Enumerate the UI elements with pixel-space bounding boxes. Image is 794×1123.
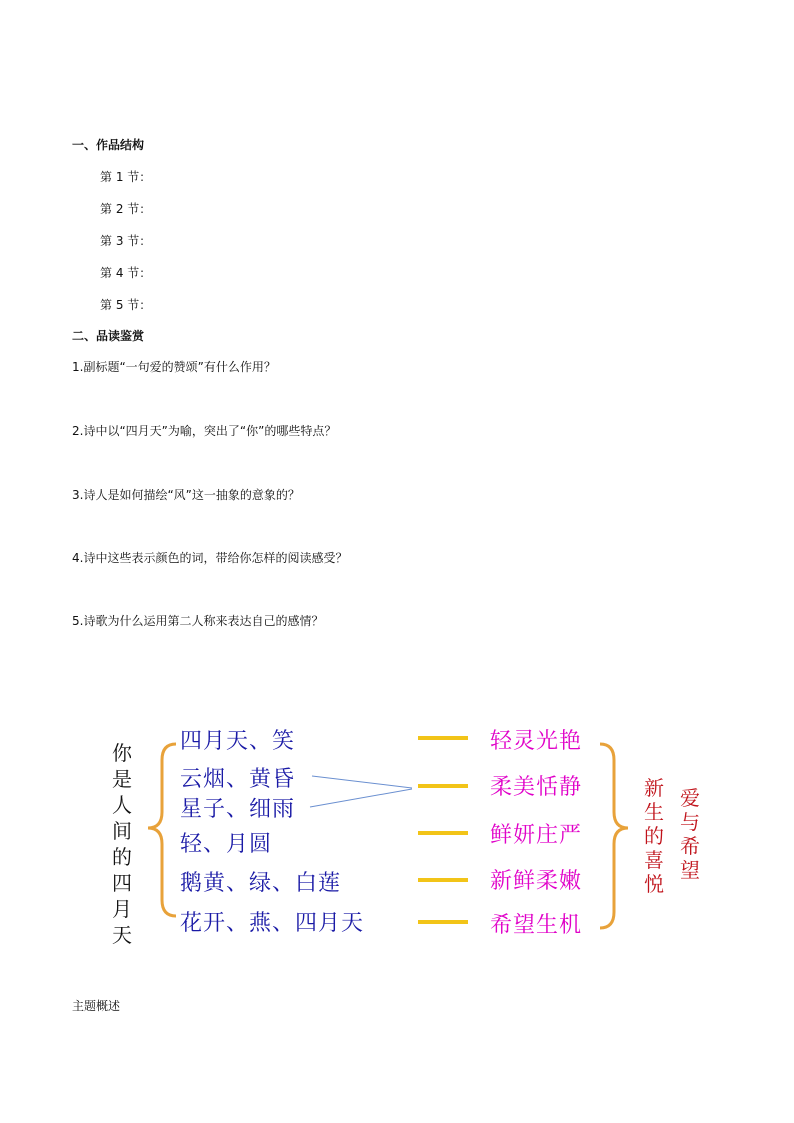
poem-title-vertical xyxy=(110,740,134,948)
title-char: 人 xyxy=(112,793,132,817)
image-item-6: 花开、燕、四月天 xyxy=(180,911,365,936)
section-heading-structure: 一、作品结构 xyxy=(72,138,145,152)
title-char: 间 xyxy=(112,819,132,843)
section-item-2: 第 2 节： xyxy=(100,202,152,216)
image-item-4: 轻、月圆 xyxy=(180,832,273,857)
emotion-char: 悦 xyxy=(644,872,664,896)
connector-line-yunyan xyxy=(312,776,412,788)
title-char: 的 xyxy=(112,845,132,869)
image-item-3: 星子、细雨 xyxy=(180,797,296,822)
left-brace xyxy=(148,744,176,916)
section-item-5: 第 5 节： xyxy=(100,298,152,312)
theme-char: 望 xyxy=(680,858,700,882)
title-char: 四 xyxy=(112,871,132,895)
title-char: 天 xyxy=(112,923,132,947)
quality-item-1: 轻灵光艳 xyxy=(490,729,583,754)
quality-item-3: 鲜妍庄严 xyxy=(490,823,583,848)
theme-summary-label: 主题概述 xyxy=(72,999,121,1013)
question-2: 2.诗中以“四月天”为喻，突出了“你”的哪些特点？ xyxy=(72,424,337,438)
emotion-char: 的 xyxy=(644,824,664,848)
question-4: 4.诗中这些表示颜色的词，带给你怎样的阅读感受？ xyxy=(72,551,348,565)
image-item-2: 云烟、黄昏 xyxy=(180,767,296,792)
emotion-char: 新 xyxy=(644,776,664,800)
emotion-char: 喜 xyxy=(644,848,664,872)
theme-char: 与 xyxy=(680,810,700,834)
image-item-1: 四月天、笑 xyxy=(180,729,296,754)
section-item-1: 第 1 节： xyxy=(100,170,152,184)
theme-vertical xyxy=(678,786,702,882)
question-5: 5.诗歌为什么运用第二人称来表达自己的感情？ xyxy=(72,614,324,628)
title-char: 是 xyxy=(112,767,132,791)
quality-item-4: 新鲜柔嫩 xyxy=(490,869,583,894)
section-item-3: 第 3 节： xyxy=(100,234,152,248)
title-char: 月 xyxy=(112,897,132,921)
theme-char: 希 xyxy=(680,834,700,858)
question-1: 1.副标题“一句爱的赞颂”有什么作用？ xyxy=(72,360,276,374)
quality-item-2: 柔美恬静 xyxy=(490,775,583,800)
quality-item-5: 希望生机 xyxy=(490,913,583,938)
image-item-5: 鹅黄、绿、白莲 xyxy=(180,871,342,896)
emotion-char: 生 xyxy=(644,800,664,824)
section-item-4: 第 4 节： xyxy=(100,266,152,280)
question-3: 3.诗人是如何描绘“风”这一抽象的意象的？ xyxy=(72,488,300,502)
section-heading-appreciation: 二、品读鉴赏 xyxy=(72,329,145,343)
right-brace xyxy=(600,744,628,928)
title-char: 你 xyxy=(112,741,132,765)
theme-char: 爱 xyxy=(680,786,700,810)
emotion-vertical xyxy=(642,776,666,896)
connector-line-xingzi xyxy=(310,789,412,807)
